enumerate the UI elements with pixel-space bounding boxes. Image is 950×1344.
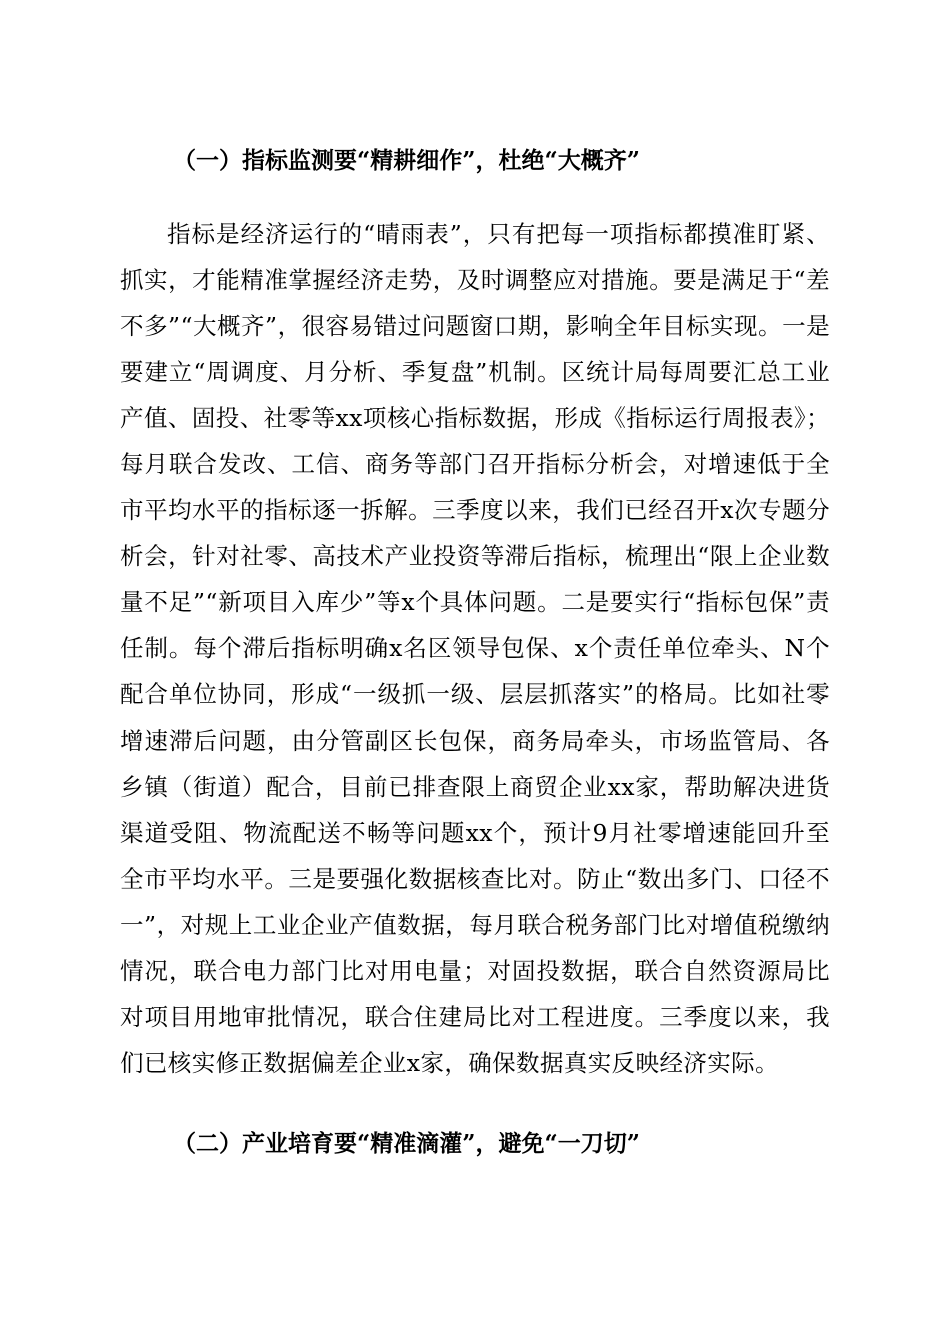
section-heading-2: （二）产业培育要“精准滴灌”，避免“一刀切” xyxy=(173,1130,640,1157)
section-heading-1: （一）指标监测要“精耕细作”，杜绝“大概齐” xyxy=(173,147,640,174)
body-paragraph: 指标是经济运行的“晴雨表”，只有把每一项指标都摸准盯紧、抓实，才能精准掌握经济走势，及时调整应对措施。要是满足于“差不多”“大概齐”，很容易错过问题窗口期，影响全年目标实现。一是要建立“周调度、月分析、季复盘”机制。区统计局每周要汇总工业产值、固投、社零等xx项核心指标数据，形成《指标运行周报表》；每月联合发改、工信、商务等部门召开指标分析会，对增速低于全市平均水平的指标逐一拆解。三季度以来，我们已经召开x次专题分析会，针对社零、高技术产业投资等滞后指标，梳理出“限上企业数量不足”“新项目入库少”等x个具体问题。二是要实行“指标包保”责任制。每个滞后指标明确x名区领导包保、x个责任单位牵头、N个配合单位协同，形成“一级抓一级、层层抓落实”的格局。比如社零增速滞后问题，由分管副区长包保，商务局牵头，市场监管局、各乡镇（街道）配合，目前已排查限上商贸企业xx家，帮助解决进货渠道受阻、物流配送不畅等问题xx个，预计9月社零增速能回升至全市平均水平。三是要强化数据核查比对。防止“数出多门、口径不一”，对规上工业企业产值数据，每月联合税务部门比对增值税缴纳情况，联合电力部门比对用电量；对固投数据，联合自然资源局比对项目用地审批情况，联合住建局比对工程进度。三季度以来，我们已核实修正数据偏差企业x家，确保数据真实反映经济实际。 xyxy=(120,219,830,1078)
